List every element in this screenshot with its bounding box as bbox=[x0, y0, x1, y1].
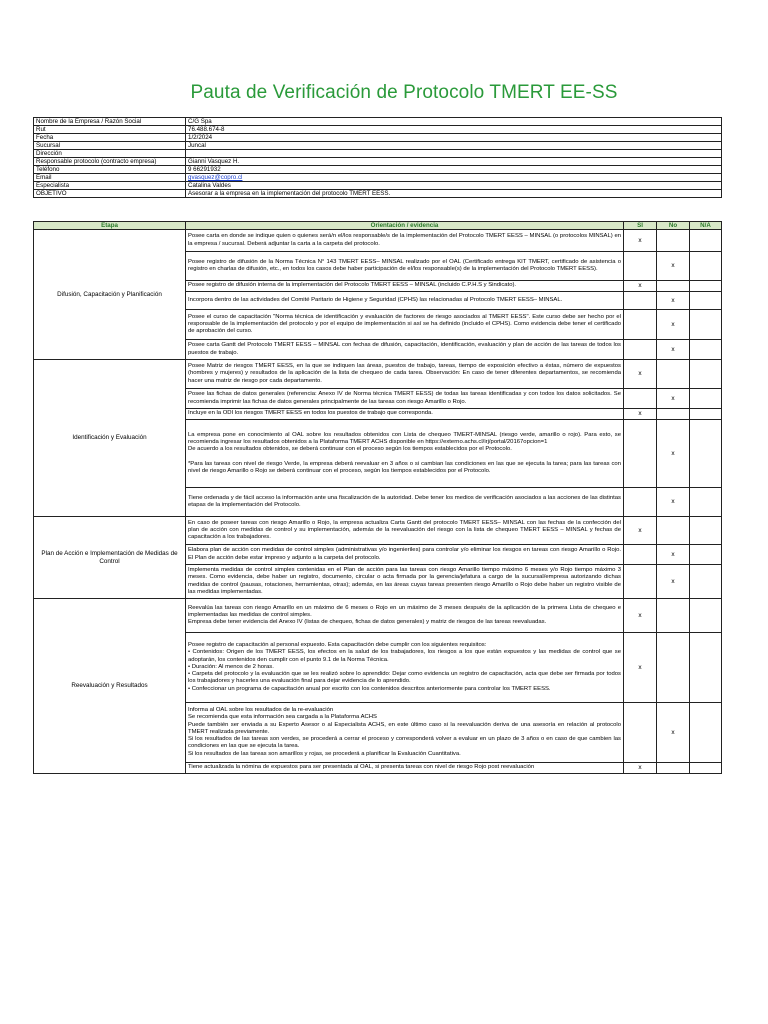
check-mark: x bbox=[671, 296, 675, 304]
table-row bbox=[34, 599, 722, 633]
check-mark: x bbox=[638, 370, 642, 378]
mark-na bbox=[690, 599, 722, 633]
info-label: Nombre de la Empresa / Razón Social bbox=[34, 118, 186, 126]
mark-na bbox=[690, 281, 722, 292]
mark-si bbox=[624, 409, 657, 420]
orientation-text: Tiene ordenada y de fácil acceso la información ante una fiscalización de la autoridad. Debe tener los medios de verificación asociados a las acciones de las distintas etapas de la implementación del Protocolo. bbox=[186, 488, 624, 517]
mark-no bbox=[657, 763, 690, 774]
mark-no bbox=[657, 599, 690, 633]
mark-na bbox=[690, 360, 722, 389]
check-mark: x bbox=[638, 526, 642, 534]
mark-si bbox=[624, 310, 657, 340]
table-row bbox=[34, 360, 722, 389]
mark-no bbox=[657, 252, 690, 281]
info-row bbox=[34, 126, 722, 134]
verification-table bbox=[33, 221, 722, 774]
mark-no bbox=[657, 281, 690, 292]
mark-no bbox=[657, 703, 690, 763]
mark-na bbox=[690, 252, 722, 281]
info-row bbox=[34, 182, 722, 190]
check-mark: x bbox=[638, 764, 642, 772]
mark-si bbox=[624, 360, 657, 389]
mark-si bbox=[624, 565, 657, 599]
check-mark: x bbox=[638, 663, 642, 671]
mark-si bbox=[624, 517, 657, 545]
info-label: Sucursal bbox=[34, 142, 186, 150]
info-value: Juncal bbox=[186, 142, 722, 150]
orientation-text: Posee Matriz de riesgos TMERT EESS, en la que se indiquen las áreas, puestos de trabajo, tareas, tiempo de exposición efectivo a éstas, número de expuestos (hombres y mujeres) y resultados de la aplicación de la lista de chequeo de cada tarea. Observación: En caso de tener diferentes departamentos, se recomienda hacer una matriz de riesgo por cada departamento. bbox=[186, 360, 624, 389]
orientation-text: La empresa pone en conocimiento al OAL sobre los resultados obtenidos con Lista de chequeo TMERT-MINSAL (riesgo verde, amarillo o rojo). Para esto, se recomienda ingresar los resultados obtenidos a la Plataforma TMERT ACHS disponible en https://externo.achs.cl/irj/portal/20167opcion=1 De acuerdo a los resultados obtenidos, se deberá continuar con el proceso según los tiempos establecidos por el Protocolo. *Para las tareas con nivel de riesgo Verde, la empresa deberá reevaluar en 3 años o si cambian las condiciones en las que se ejecuta la tarea; para las tareas con nivel de riesgo Amarillo o Rojo se deberá continuar con el proceso, según los tiempos establecidos por el Protocolo. bbox=[186, 420, 624, 488]
mark-na bbox=[690, 633, 722, 703]
check-mark: x bbox=[671, 449, 675, 457]
check-mark: x bbox=[671, 577, 675, 585]
mark-si bbox=[624, 599, 657, 633]
orientation-text: Posee registro de capacitación al personal expuesto. Esta capacitación debe cumplir con los siguientes requisitos: • Contenidos: Origen de los TMERT EESS, los efectos en la salud de los trabajadores, los riesgos a los que están expuestos y las medidas de control que se adoptarán, los contenidos den cumplir con el punto 9.1 de la Norma Técnica. • Duración: Al menos de 2 horas. • Carpeta del protocolo y la evaluación que se les realizó sobre lo aprendido: Dejar como evidencia un registro de capacitación, acta que debe ser firmada por todos los trabajadores y hacerles una evaluación final para dejar evidencia de lo aprendido. • Confeccionar un programa de capacitación anual por escrito con los contenidos descritos anteriormente para controlar los TMERT EESS. bbox=[186, 633, 624, 703]
info-row bbox=[34, 134, 722, 142]
mark-no bbox=[657, 230, 690, 252]
mark-si bbox=[624, 252, 657, 281]
mark-no bbox=[657, 360, 690, 389]
check-mark: x bbox=[638, 410, 642, 418]
table-header-row bbox=[34, 222, 722, 230]
check-mark: x bbox=[671, 728, 675, 736]
header-si: SI bbox=[624, 222, 657, 230]
info-value: 1/2/2024 bbox=[186, 134, 722, 142]
orientation-text: Posee registro de difusión interna de la implementación del Protocolo TMERT EESS – MINSAL (incluido C.P.H.S y Sindicato). bbox=[186, 281, 624, 292]
check-mark: x bbox=[671, 262, 675, 270]
check-mark: x bbox=[638, 236, 642, 244]
table-row bbox=[34, 517, 722, 545]
orientation-text: Informa al OAL sobre los resultados de la re-evaluación Se recomienda que esta información sea cargada a la Plataforma ACHS Puede también ser enviada a su Experto Asesor o al Especialista ACHS, en este último caso si la reevaluación deriva de una asesoría en relación al protocolo TMERT realizada previamente. Si los resultados de las tareas son verdes, se procederá a cerrar el proceso y corresponderá volver a evaluar en un plazo de 3 años o en caso de que cambien las condiciones en las que se ejecuta la tarea. Si los resultados de las tareas son amarillos y rojas, se procederá a planificar la Evaluación Cuantitativa. bbox=[186, 703, 624, 763]
check-mark: x bbox=[671, 394, 675, 402]
info-label: OBJETIVO bbox=[34, 190, 186, 198]
email-link[interactable]: gvasquez@copro.cl bbox=[188, 174, 243, 181]
info-value bbox=[186, 174, 722, 182]
info-row bbox=[34, 190, 722, 198]
mark-na bbox=[690, 565, 722, 599]
mark-si bbox=[624, 230, 657, 252]
info-label: Rut bbox=[34, 126, 186, 134]
orientation-text: Posee carta en donde se indique quien o quienes será/n el/los responsable/s de la implementación del Protocolo TMERT EESS – MINSAL (o protocolos MINSAL) en la empresa / sucursal. Deberá adjuntar la carta a la carpeta del protocolo. bbox=[186, 230, 624, 252]
mark-no bbox=[657, 340, 690, 360]
orientation-text: Elabora plan de acción con medidas de control simples (administrativas y/o ingenieriles) para controlar y/o eliminar los riesgos en tareas con riesgo Amarillo o Rojo. El Plan de acción debe estar impreso y adjunto a la carpeta del protocolo. bbox=[186, 545, 624, 565]
info-row bbox=[34, 142, 722, 150]
mark-si bbox=[624, 545, 657, 565]
info-label: Especialista bbox=[34, 182, 186, 190]
mark-na bbox=[690, 230, 722, 252]
check-mark: x bbox=[671, 320, 675, 328]
mark-na bbox=[690, 420, 722, 488]
info-row bbox=[34, 166, 722, 174]
mark-si bbox=[624, 281, 657, 292]
table-row bbox=[34, 230, 722, 252]
mark-na bbox=[690, 488, 722, 517]
company-info-table bbox=[33, 117, 722, 198]
mark-no bbox=[657, 420, 690, 488]
mark-si bbox=[624, 488, 657, 517]
mark-no bbox=[657, 545, 690, 565]
orientation-text: Posee carta Gantt del Protocolo TMERT EESS – MINSAL con fechas de difusión, capacitación, identificación, evaluación y plan de acción de las tareas de todos los puestos de trabajo. bbox=[186, 340, 624, 360]
info-row bbox=[34, 174, 722, 182]
orientation-text: Incluye en la ODI los riesgos TMERT EESS en todos los puestos de trabajo que corresponda. bbox=[186, 409, 624, 420]
info-row bbox=[34, 150, 722, 158]
info-value: 76.488.674-8 bbox=[186, 126, 722, 134]
orientation-text: En caso de poseer tareas con riesgo Amarillo o Rojo, la empresa actualiza Carta Gantt del protocolo TMERT EESS– MINSAL con las fechas de la confección del plan de acción con medidas de control y su implementación, además de la reevaluación del riesgo con la lista de chequeo TMERT EESS – MINSAL y fechas de capacitación a los trabajadores. bbox=[186, 517, 624, 545]
mark-na bbox=[690, 703, 722, 763]
header-no: No bbox=[657, 222, 690, 230]
info-label: Dirección bbox=[34, 150, 186, 158]
info-value: C/G Spa bbox=[186, 118, 722, 126]
mark-na bbox=[690, 763, 722, 774]
orientation-text: Implementa medidas de control simples contenidas en el Plan de acción para las tareas con riesgo Amarillo tiempo máximo 6 meses y/o Rojo tiempo máximo 3 meses. Como evidencia, debe haber un registro, documento, circular o acta firmada por la gerencia/jefatura a cargo de la sucursal/empresa autorizando dichas medidas de control (pausas, rotaciones, herramientas, otras); además, en las áreas cuyas tareas presenten riesgo Amarillo o Rojo debe haber un registro visible de las medidas implementadas. bbox=[186, 565, 624, 599]
mark-na bbox=[690, 340, 722, 360]
mark-na bbox=[690, 292, 722, 310]
check-mark: x bbox=[671, 498, 675, 506]
mark-na bbox=[690, 517, 722, 545]
info-value: 9 66291932 bbox=[186, 166, 722, 174]
orientation-text: Incorpora dentro de las actividades del Comité Paritario de Higiene y Seguridad (CPHS) las relacionadas al Protocolo TMERT EESS– MINSAL. bbox=[186, 292, 624, 310]
info-label: Teléfono bbox=[34, 166, 186, 174]
mark-na bbox=[690, 389, 722, 409]
check-mark: x bbox=[671, 550, 675, 558]
stage-name: Reevaluación y Resultados bbox=[34, 599, 186, 774]
info-value: Gianni Vasquez H. bbox=[186, 158, 722, 166]
mark-no bbox=[657, 409, 690, 420]
orientation-text: Posee registro de difusión de la Norma Técnica N° 143 TMERT EESS– MINSAL realizado por el OAL (Certificado entrega KIT TMERT, certificado de asistencia o registro en charlas de difusión, etc., en todos los casos debe haber participación de el/los responsable(s) de la implementación del Protocolo TMERT EESS). bbox=[186, 252, 624, 281]
header-etapa: Etapa bbox=[34, 222, 186, 230]
info-value: Catalina Valdes bbox=[186, 182, 722, 190]
check-mark: x bbox=[638, 282, 642, 290]
mark-si bbox=[624, 420, 657, 488]
info-value: Asesorar a la empresa en la implementación del protocolo TMERT EESS. bbox=[186, 190, 722, 198]
info-label: Fecha bbox=[34, 134, 186, 142]
mark-no bbox=[657, 310, 690, 340]
check-mark: x bbox=[638, 611, 642, 619]
info-label: Email bbox=[34, 174, 186, 182]
mark-no bbox=[657, 565, 690, 599]
mark-si bbox=[624, 633, 657, 703]
mark-na bbox=[690, 310, 722, 340]
info-label: Responsable protocolo (contracto empresa) bbox=[34, 158, 186, 166]
check-mark: x bbox=[671, 345, 675, 353]
header-na: N/A bbox=[690, 222, 722, 230]
mark-na bbox=[690, 409, 722, 420]
mark-si bbox=[624, 389, 657, 409]
info-row bbox=[34, 118, 722, 126]
header-orientacion: Orientación / evidencia bbox=[186, 222, 624, 230]
orientation-text: Tiene actualizada la nómina de expuestos para ser presentada al OAL, si presenta tareas con nivel de riesgo Rojo post reevaluación bbox=[186, 763, 624, 774]
mark-si bbox=[624, 292, 657, 310]
orientation-text: Posee las fichas de datos generales (referencia: Anexo IV de Norma técnica TMERT EESS) de todas las tareas identificadas y con todos los datos solicitados. Se recomienda imprimir las fichas de datos generales principalmente de las tareas con riesgo Amarillo o Rojo. bbox=[186, 389, 624, 409]
mark-no bbox=[657, 488, 690, 517]
orientation-text: Posee el curso de capacitación "Norma técnica de identificación y evaluación de factores de riesgo asociados al TMERT EESS". Este curso debe ser hecho por el responsable de la implementación del protocolo y por el equipo de implementación si así se ha definido (incluido el CPHS). Como evidencia debe tener el certificado de aprobación del curso. bbox=[186, 310, 624, 340]
orientation-text: Reevalúa las tareas con riesgo Amarillo en un máximo de 6 meses o Rojo en un máximo de 3 meses después de la aplicación de la primera Lista de chequeo e implementadas las medidas de control simples. Empresa debe tener evidencia del Anexo IV (listas de chequeo, fichas de datos generales) y matriz de riesgos de las tareas reevaluadas. bbox=[186, 599, 624, 633]
mark-no bbox=[657, 389, 690, 409]
mark-si bbox=[624, 763, 657, 774]
mark-na bbox=[690, 545, 722, 565]
mark-no bbox=[657, 633, 690, 703]
mark-si bbox=[624, 340, 657, 360]
mark-no bbox=[657, 517, 690, 545]
mark-si bbox=[624, 703, 657, 763]
document-title: Pauta de Verificación de Protocolo TMERT EE-SS bbox=[190, 82, 618, 103]
stage-name: Difusión, Capacitación y Planificación bbox=[34, 230, 186, 360]
stage-name: Plan de Acción e Implementación de Medidas de Control bbox=[34, 517, 186, 599]
mark-no bbox=[657, 292, 690, 310]
info-value bbox=[186, 150, 722, 158]
stage-name: Identificación y Evaluación bbox=[34, 360, 186, 517]
info-row bbox=[34, 158, 722, 166]
